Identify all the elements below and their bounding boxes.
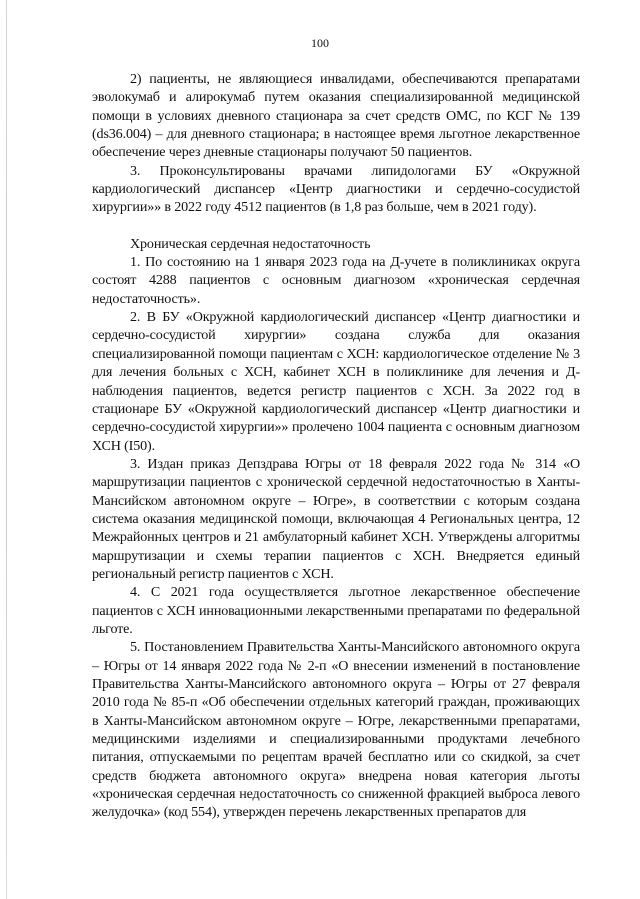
scan-edge-line — [6, 0, 7, 899]
section-heading-chronic-heart-failure: Хроническая сердечная недостаточность — [130, 235, 371, 252]
document-body — [92, 70, 580, 822]
page-number: 100 — [311, 36, 329, 50]
paragraph-routing-order: 3. Издан приказ Депздрава Югры от 18 февраля 2022 года № 314 «О маршрутизации пациентов с хронической сердечной недостаточностью в Ханты-Мансийском автономном округе – Югре», в соответствии с которым создана система оказания медицинской помощи, включающая 4 Региональных центра, 12 Межрайонных центров и 21 амбулаторный кабинет ХСН. Утверждены алгоритмы маршрутизации и схемы терапии пациентов с ХСН. Внедряется единый региональный регистр пациентов с ХСН. — [92, 455, 580, 582]
paragraph-dispensary-registration: 1. По состоянию на 1 января 2023 года на Д-учете в поликлиниках округа состоят 4288 пациентов с основным диагнозом «хроническая сердечная недостаточность». — [92, 254, 580, 307]
paragraph-government-resolution: 5. Постановлением Правительства Ханты-Мансийского автономного округа – Югры от 14 января 2022 года № 2-п «О внесении изменений в постановление Правительства Ханты-Мансийского автономного округа – Югры от 27 февраля 2010 года № 85-п «Об обеспечении отдельных категорий граждан, проживающих в Ханты-Мансийском автономном округе – Югре, лекарственными препаратами, медицинскими изделиями и специализированными продуктами лечебного питания, отпускаемыми по рецептам врачей бесплатно или со скидкой, за счет средств бюджета автономного округа» внедрена новая категория льготы «хроническая сердечная недостаточность со сниженной фракцией выброса левого желудочка» (код 554), утвержден перечень лекарственных препаратов для — [92, 639, 580, 821]
paragraph-federal-benefit: 4. С 2021 года осуществляется льготное лекарственное обеспечение пациентов с ХСН инновационными лекарственными препаратами по федеральной льготе. — [92, 584, 580, 637]
paragraph-lipidologist-consultations: 3. Проконсультированы врачами липидологами БУ «Окружной кардиологический диспансер «Центр диагностики и сердечно-сосудистой хирургии»» в 2022 году 4512 пациентов (в 1,8 раз больше, чем в 2021 году). — [92, 162, 580, 216]
paragraph-cardiology-service: 2. В БУ «Окружной кардиологический диспансер «Центр диагностики и сердечно-сосудистой хирургии» создана служба для оказания специализированной помощи пациентам с ХСН: кардиологическое отделение № 3 для лечения больных с ХСН, кабинет ХСН в поликлинике для лечения и Д-наблюдения пациентов, ведется регистр пациентов с ХСН. За 2022 год в стационаре БУ «Окружной кардиологический диспансер «Центр диагностики и сердечно-сосудистой хирургии»» пролечено 1004 пациента с основным диагнозом ХСН (I50). — [92, 309, 580, 454]
paragraph-patients-non-disabled: 2) пациенты, не являющиеся инвалидами, обеспечиваются препаратами эволокумаб и алирокумаб путем оказания специализированной медицинской помощи в условиях дневного стационара за счет средств ОМС, по КСГ № 139 (ds36.004) – для дневного стационара; в настоящее время льготное лекарственное обеспечение через дневные стационары получают 50 пациентов. — [92, 71, 580, 161]
